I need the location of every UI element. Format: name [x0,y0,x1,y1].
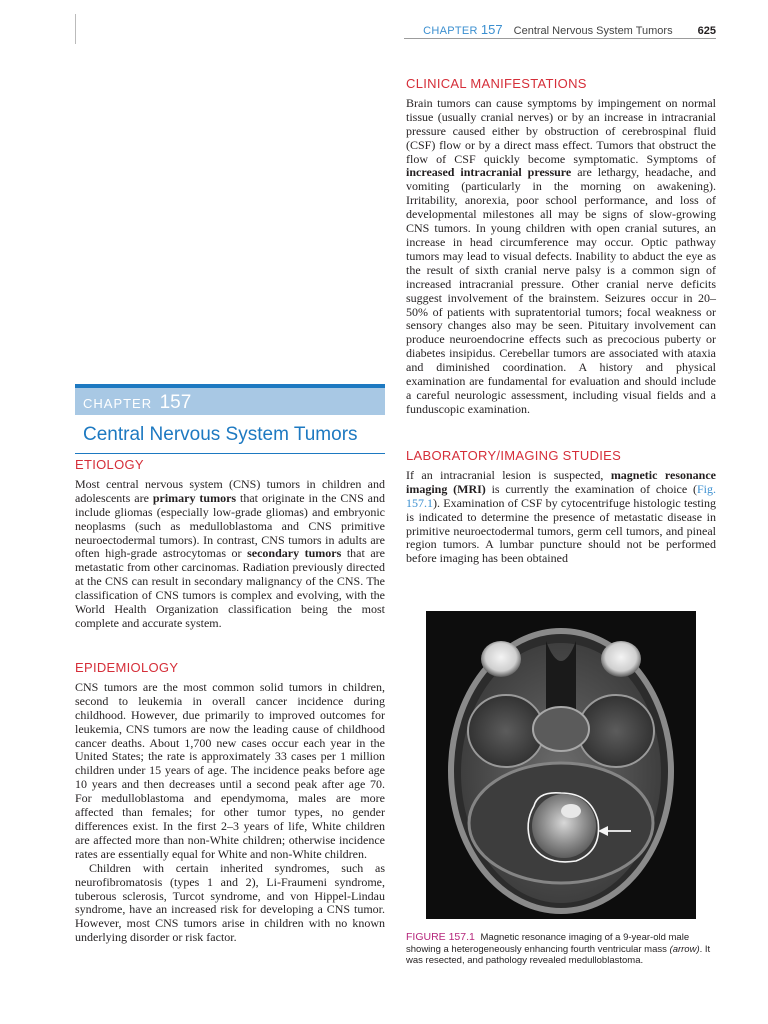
chapter-title-rule [75,453,385,454]
clinical-manifestations-section [406,77,716,417]
header-rule [404,38,716,39]
etiology-text-1: Most central nervous system (CNS) tumors in children and adolescents are [75,476,385,505]
page-number: 625 [697,25,716,37]
header-left-rule [75,14,76,44]
caption-text-2: . It was resected, and pathology revealed medulloblastoma. [406,943,711,966]
primary-tumors-term: primary tumors [152,490,237,505]
epidemiology-paragraph-2: Children with certain inherited syndromes, such as neurofibromatosis (types 1 and 2), Li-Fraumeni syndrome, tuberous sclerosis, Turcot syndrome, and von Hippel-Lindau syndrome, have an increased risk for developing a CNS tumor. However, most CNS tumors arise in children with no known underlying disorder or risk factor. [75,860,385,945]
etiology-paragraph [75,478,385,631]
epidemiology-paragraph-1: CNS tumors are the most common solid tumors in children, second to leukemia in overall cancer incidence during childhood. However, due primarily to improved outcomes for leukemia, CNS tumors are now the leading cause of childhood cancer deaths. About 1,700 new cases occur each year in the United States; the rate is approximately 33 cases per 1 million children under 15 years of age. The incidence peaks before age 10 years and then decreases until a second peak after age 70. For medulloblastoma and ependymoma, males are more affected than females; for other tumor types, no gender differences exist. In the first 2–3 years of life, White children are affected more than non-White children; otherwise incidence rates are essentially equal for White and non-White children. [75,679,385,861]
increased-icp-term: increased intracranial pressure [406,165,572,180]
etiology-text-2: that originate in the CNS and include gliomas (especially low-grade gliomas) and embryonic neoplasms (such as medulloblastoma and CNS primitive neuroectodermal tumors). In contrast, CNS tumors in adults are often high-grade astrocytomas or [75,490,385,561]
mri-brainstem [533,707,589,751]
lab-text-2: is currently the examination of choice ( [485,481,697,496]
mri-left-orbit [481,641,521,677]
epidemiology-section [75,661,385,945]
running-head-chapter-label: CHAPTER [423,25,478,37]
lab-paragraph [406,469,716,566]
clinical-paragraph [406,97,716,417]
mri-right-orbit [601,641,641,677]
secondary-tumors-term: secondary tumors [247,546,342,561]
mri-image [426,611,696,919]
mri-tumor [532,794,596,858]
etiology-section [75,458,385,631]
mri-term: magnetic resonance imaging (MRI) [406,467,716,496]
figure-label: FIGURE 157.1 [406,931,475,943]
etiology-heading: ETIOLOGY [75,457,144,472]
figure-reference-link[interactable]: Fig. 157.1 [406,481,716,510]
mri-figure [426,611,696,919]
chapter-title-box [75,384,385,454]
lab-heading: LABORATORY/IMAGING STUDIES [406,448,622,463]
etiology-text-3: that are metastatic from other carcinomas. Radiation previously directed at the CNS can result in secondary malignancy of the CNS. The classification of CNS tumors is complex and evolving, with the World Health Organization classification being the most complete and accurate system. [75,546,385,630]
mri-tumor-bright-spot [561,804,581,818]
running-head [423,22,716,37]
clinical-text-2: are lethargy, headache, and vomiting (particularly in the morning on awakening). Irritability, anorexia, poor school performance, and loss of developmental milestones all may be signs of slow-growing CNS tumors. In young children with open cranial sutures, an increase in head circumference may occur. Optic pathway tumors may lead to visual defects. Inability to abduct the eye as the result of sixth cranial nerve palsy is a common sign of increased intracranial pressure. Other cranial nerve deficits suggest involvement of the brainstem. Seizures occur in 20–50% of patients with supratentorial tumors; focal weakness or sensory changes also may be seen. Pituitary involvement can produce neuroendocrine effects such as precocious puberty or diabetes insipidus. Cerebellar tumors are associated with ataxia and diminished coordination. A history and physical examination are fundamental for evaluation and should include a careful neurologic assessment, including visual fields and a funduscopic examination. [406,165,716,416]
lab-text-3: ). Examination of CSF by cytocentrifuge histologic testing is indicated to determine the presence of metastatic disease in primitive neuroectodermal tumors, germ cell tumors, and pineal region tumors. A lumbar puncture should not be performed before imaging has been obtained [406,495,716,566]
chapter-number: 157 [159,392,192,413]
caption-arrow-note: (arrow) [669,943,700,955]
lab-text-1: If an intracranial lesion is suspected, [406,467,611,482]
clinical-heading: CLINICAL MANIFESTATIONS [406,76,587,91]
caption-text-1: Magnetic resonance imaging of a 9-year-old male showing a heterogeneously enhancing fourth ventricular mass [406,932,690,955]
chapter-title: Central Nervous System Tumors [83,424,358,445]
chapter-label: CHAPTER [83,396,153,411]
clinical-text-1: Brain tumors can cause symptoms by impingement on normal tissue (usually cranial nerves) or by an increase in intracranial pressure caused either by obstruction of cerebrospinal fluid (CSF) flow or by a direct mass effect. Tumors that obstruct the flow of CSF quickly become symptomatic. Symptoms of [406,95,716,166]
chapter-band [75,388,385,415]
running-head-title: Central Nervous System Tumors [513,25,673,37]
running-head-chapter-number: 157 [480,22,503,37]
figure-caption [406,932,722,967]
epidemiology-heading: EPIDEMIOLOGY [75,660,179,675]
lab-imaging-section [406,449,716,566]
